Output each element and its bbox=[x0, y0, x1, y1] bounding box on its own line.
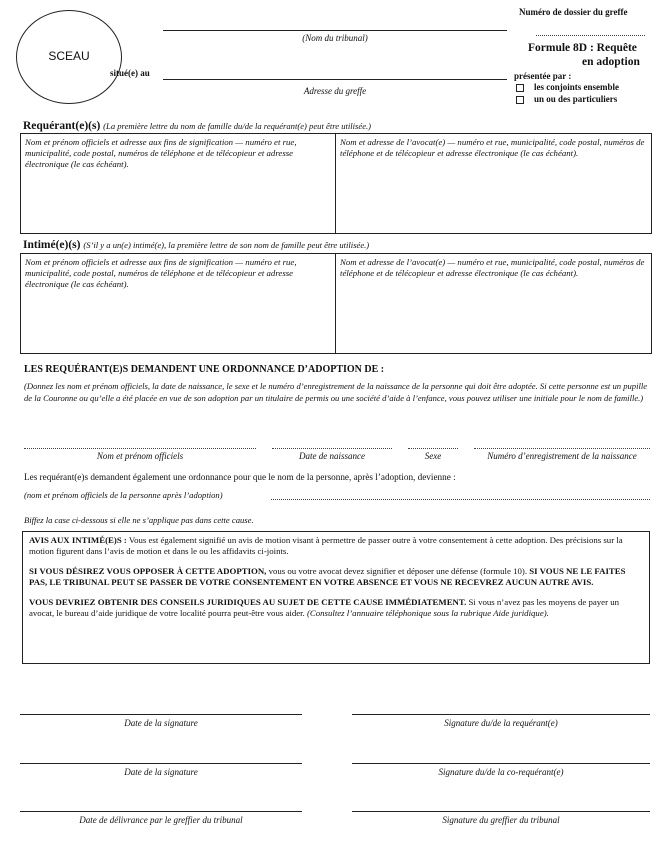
co-applicant-signature-caption: Signature du/de la co-requérant(e) bbox=[438, 767, 564, 777]
signature-date-line-2[interactable] bbox=[20, 763, 302, 764]
applicant-lawyer-cell[interactable]: Nom et adresse de l’avocat(e) — numéro et rue, municipalité, code postal, numéros de téléphone et de télécopieur et adresse électronique (le cas échéant). bbox=[340, 137, 645, 158]
applicant-address-cell[interactable]: Nom et prénom officiels et adresse aux fins de signification — numéro et rue, municipalité, code postal, numéros de téléphone et de télécopieur et adresse électronique (le cas échéant). bbox=[25, 137, 297, 169]
col-name-caption: Nom et prénom officiels bbox=[96, 451, 184, 461]
registration-field[interactable] bbox=[474, 448, 650, 449]
co-applicant-signature-line[interactable] bbox=[352, 763, 650, 764]
form-title: Formule 8D : Requête bbox=[528, 42, 637, 54]
signature-date-caption-2: Date de la signature bbox=[124, 767, 198, 777]
applicants-box bbox=[20, 133, 652, 234]
clerk-signature-line[interactable] bbox=[352, 811, 650, 812]
notice-paragraph-1: AVIS AUX INTIMÉ(E)S : Vous est également signifié un avis de motion visant à permettre de passer outre à votre consentement à cette adoption. Des précisions sur la motion figurent dans l’avis de motion et dans le ou les affidavits ci-joints. bbox=[29, 535, 623, 556]
notice-paragraph-3: VOUS DEVRIEZ OBTENIR DES CONSEILS JURIDIQUES AU SUJET DE CETTE CAUSE IMMÉDIATEMENT. Si vous n’avez pas les moyens de payer un avocat, le bureau d’aide juridique de votre localité pourra peut-être vous aider. (Consultez l’annuaire téléphonique sous la rubrique Aide juridique). bbox=[29, 597, 620, 618]
signature-date-line-1[interactable] bbox=[20, 714, 302, 715]
checkbox-individuals[interactable] bbox=[516, 96, 524, 104]
respondent-address-cell[interactable]: Nom et prénom officiels et adresse aux fins de signification — numéro et rue, municipalité, code postal, numéros de téléphone et de télécopieur et adresse électronique (le cas échéant). bbox=[25, 257, 297, 289]
dob-field[interactable] bbox=[272, 448, 392, 449]
col-reg-caption: Numéro d’enregistrement de la naissance bbox=[487, 451, 637, 461]
respondents-heading: Intimé(e)(s) (S’il y a un(e) intimé(e), la première lettre de son nom de famille peut être utilisée.) bbox=[23, 239, 370, 251]
file-number-field[interactable] bbox=[536, 35, 645, 36]
checkbox-spouses[interactable] bbox=[516, 84, 524, 92]
option-individuals[interactable]: un ou des particuliers bbox=[516, 94, 617, 104]
form-title-line2: en adoption bbox=[582, 56, 640, 68]
respondent-lawyer-cell[interactable]: Nom et adresse de l’avocat(e) — numéro et rue, municipalité, code postal, numéros de téléphone et de télécopieur et adresse électronique (le cas échéant). bbox=[340, 257, 645, 278]
presented-by-label: présentée par : bbox=[514, 71, 572, 81]
order-heading: LES REQUÉRANT(E)S DEMANDENT UNE ORDONNANCE D’ADOPTION DE : bbox=[24, 364, 385, 375]
signature-date-caption-1: Date de la signature bbox=[124, 718, 198, 728]
strike-instruction: Biffez la case ci-dessous si elle ne s’applique pas dans cette cause. bbox=[24, 515, 254, 525]
address-caption: Adresse du greffe bbox=[303, 86, 367, 96]
issue-date-line[interactable] bbox=[20, 811, 302, 812]
applicant-signature-line[interactable] bbox=[352, 714, 650, 715]
applicants-note: (La première lettre du nom de famille du/de la requérant(e) peut être utilisée.) bbox=[103, 121, 372, 131]
court-name-caption: (Nom du tribunal) bbox=[302, 33, 368, 43]
child-name-field[interactable] bbox=[24, 448, 256, 449]
new-name-field[interactable] bbox=[271, 499, 650, 500]
address-line[interactable] bbox=[163, 79, 507, 80]
issue-date-caption: Date de délivrance par le greffier du tribunal bbox=[79, 815, 243, 825]
sex-field[interactable] bbox=[408, 448, 458, 449]
respondents-box bbox=[20, 253, 652, 354]
seal-circle bbox=[16, 10, 122, 104]
notice-paragraph-2: SI VOUS DÉSIREZ VOUS OPPOSER À CETTE ADOPTION, vous ou votre avocat devez signifier et déposer une défense (formule 10). SI VOUS NE LE FAITES PAS, LE TRIBUNAL PEUT SE PASSER DE VOTRE CONSENTEMENT EN VOTRE ABSENCE ET VOUS NE RECEVREZ AUCUN AUTRE AVIS. bbox=[29, 566, 626, 587]
option-spouses[interactable]: les conjoints ensemble bbox=[516, 82, 619, 92]
name-change-text: Les requérant(e)s demandent également une ordonnance pour que le nom de la personne, après l’adoption, devienne : bbox=[24, 472, 456, 482]
respondent-notice-box[interactable] bbox=[22, 531, 650, 664]
new-name-label: (nom et prénom officiels de la personne après l’adoption) bbox=[24, 490, 223, 500]
seal-label: SCEAU bbox=[48, 49, 90, 63]
respondents-note: (S’il y a un(e) intimé(e), la première lettre de son nom de famille peut être utilisée.) bbox=[83, 240, 370, 250]
col-sex-caption: Sexe bbox=[424, 451, 442, 461]
col-dob-caption: Date de naissance bbox=[299, 451, 365, 461]
clerk-signature-caption: Signature du greffier du tribunal bbox=[442, 815, 560, 825]
applicants-heading: Requérant(e)(s) (La première lettre du nom de famille du/de la requérant(e) peut être utilisée.) bbox=[23, 120, 372, 132]
applicant-signature-caption: Signature du/de la requérant(e) bbox=[444, 718, 558, 728]
order-instructions: (Donnez les nom et prénom officiels, la date de naissance, le sexe et le numéro d’enregistrement de la naissance de la personne qui doit être adoptée. Si cette personne est un pupille de la Couronne ou qu’elle a été placée en vue de son adoption par un titulaire de permis ou une société d’aide à l’enfance, vous pouvez utiliser une initiale pour le nom de famille.) bbox=[24, 381, 648, 403]
file-number-label: Numéro de dossier du greffe bbox=[519, 7, 628, 17]
court-name-line[interactable] bbox=[163, 30, 507, 31]
located-at-label: situé(e) au bbox=[110, 68, 150, 78]
